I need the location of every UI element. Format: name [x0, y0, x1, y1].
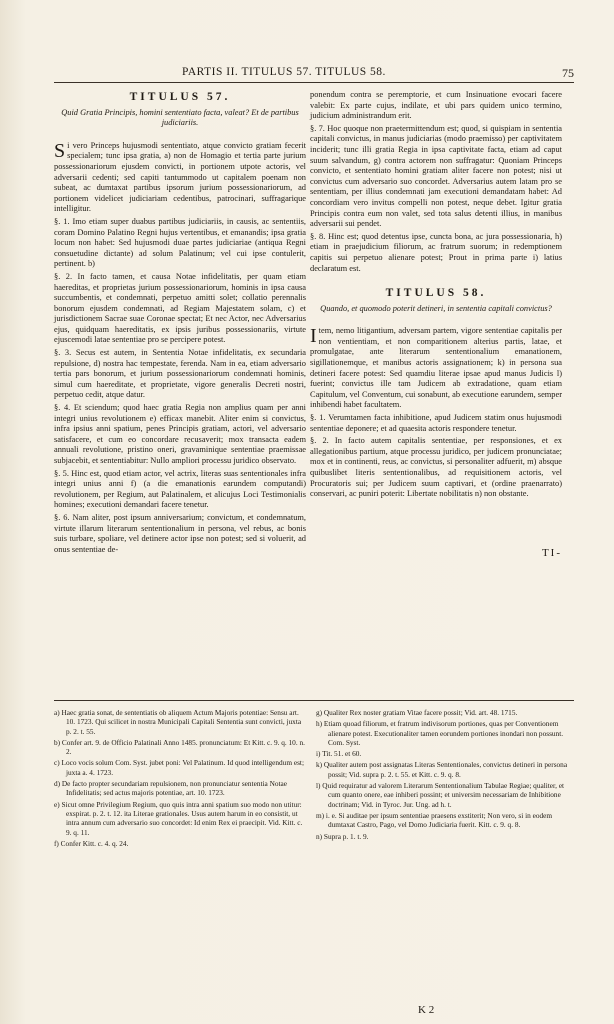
- right-column: [310, 90, 562, 558]
- running-header: [54, 66, 574, 80]
- footnote-l: l) Quid requiratur ad valorem Literarum Sententionalium Tabulae Regiae; qualiter, et cum quanto onere, eae inhiberi possint; et universim necessariam de Inhibitione doctrinam; Vid. in Tyroc. Jur. Ung. ad h. t.: [316, 781, 565, 809]
- footnotes-left: [54, 708, 308, 850]
- footnote-b: b) Confer art. 9. de Officio Palatinali Anno 1485. pronunciatum: Et Kitt. c. 9. q. 10. n. 2.: [54, 737, 305, 757]
- section-1: §. 1. Imo etiam super duabus partibus judiciariis, in causis, ac sententiis, coram Domino Palatino Regni hujus vertentibus, et emanandis; ipsa gratia locum non habet: Sed hujusmodi duae partes judiciariae (antiqua Regni consuetudine dictante) ad solum Palatinum; vel cui ipse contulerit, pertinent. b): [54, 216, 306, 269]
- intro-paragraph: [54, 141, 306, 215]
- header-rule: [54, 82, 574, 83]
- page-number: 75: [562, 66, 574, 80]
- footnotes-right: [316, 708, 570, 843]
- section-8: §. 8. Hinc est; quod detentus ipse, cuncta bona, ac jura possessionaria, h) etiam in praejudicium filiorum, ac fratrum suorum; in redemptionem capitis sui perpetuo alienare potest; Prout in prima parte i) latius declaratum est.: [310, 231, 562, 273]
- title-57: TITULUS 57.: [129, 91, 231, 103]
- intro-text: i vero Princeps hujusmodi sententiato, atque convicto gratiam fecerit specialem; tunc ipsa gratia, a) non de Homagio et tertia parte jurium possessionariorum ejusdem convicti, in portionem utpote actoris, vel adversarii cedenti; sed capiti tantummodo ut capitalem poenam non subeat, ac dumtaxat partibus ipsorum jurium possessionariorum, ad portionem videlicet judiciariam cedentibus, patrocinari, suffragarique intelligitur.: [54, 140, 306, 214]
- drop-initial-2: I: [310, 325, 317, 348]
- left-column: [54, 90, 306, 557]
- subtitle-57: Quid Gratia Principis, homini sententiato facta, valeat? Et de partibus judiciariis.: [61, 107, 299, 128]
- section-58-1: §. 1. Verumtamen facta inhibitione, apud Judicem statim onus hujusmodi sententiae deponere; et ad quaesita actoris respondere tenetur.: [310, 413, 562, 433]
- subtitle-58: Quando, et quomodo poterit detineri, in sententia capitali convictus?: [320, 303, 552, 313]
- footnote-m: m) i. e. Si auditae per ipsum sententiae praesens exstiterit; Non vero, si in eodem dumtaxat Castro, Pago, vel Domo Judiciaria fuerit. Kitt. c. 9. q. 8.: [316, 810, 553, 830]
- footnote-h: h) Etiam quoad filiorum, et fratrum indivisorum portiones, quas per Conventionem alienare potest. Executionaliter tamen eorundem portiones inondari non possunt. Com. Syst.: [316, 719, 564, 747]
- footnote-d: d) De facto propter secundariam repulsionem, non pronunciatur sententia Notae Infidelitatis; sed actus majoris potentiae, art. 10. 1723.: [54, 779, 288, 798]
- footnote-g: g) Qualiter Rex noster gratiam Vitae facere possit; Vid. art. 48. 1715.: [316, 708, 518, 717]
- title-58: TITULUS 58.: [385, 287, 487, 300]
- footnote-rule: [54, 700, 574, 701]
- section-2: §. 2. In facto tamen, et causa Notae infidelitatis, per quam etiam haereditas, et proprietas jurium possessionariorum, hominis in ipsa causa succumbentis, et condemnati, perpetuo amitti solet; collatio perennalis bonorum ejusdem condemnati, ad Regiam Majestatem solam, c) et jurisdictionem Sacrae suae Coronae spectat; Et nec Actor, nec Adversarius ejus, quidquam haereditatis, ex ipsis juribus possessionariis, virtute ejuscemodi latae sententiae pro se percipere potest.: [54, 271, 306, 345]
- footnote-f: f) Confer Kitt. c. 4. q. 24.: [54, 838, 129, 848]
- drop-initial: S: [54, 139, 66, 162]
- footnote-i: i) Tit. 51. et 60.: [316, 749, 362, 759]
- continued-text: ponendum contra se peremptorie, et cum Insinuatione evocari facere valebit: Ex parte cujus, indilate, et ubi pars quidem unico termino, judicium administrandum erit.: [310, 90, 562, 121]
- catchword: TI-: [541, 546, 562, 559]
- running-title: PARTIS II. TITULUS 57. TITULUS 58.: [182, 66, 386, 78]
- section-6: §. 6. Nam aliter, post ipsum anniversarium; convictum, et condemnatum, virtute illarum literarum sententionalium in persona, vel rebus, ac bonis suis turbare, spoliare, vel detinere actor ipse non potest; sed si voluerit, ad onus sententiae de-: [54, 512, 306, 554]
- footnote-e: e) Sicut omne Privilegium Regium, quo quis intra anni spatium suo modo non utitur: exspirat. p. 2. t. 12. ita Literae grationales. Usus autem harum in eo consistit, ut intra annum cum adversario suo concordet: Id enim Rex ei praecipit. Vid. Kitt. c. 9. q. 11.: [54, 799, 303, 837]
- section-7: §. 7. Hoc quoque non praetermittendum est; quod, si quispiam in sententia capitali convictus, in manus judiciarias (modo praemisso) per captivitatem inciderit; tunc illi gratia Regia in ipsa captivitate facta, etiam ad caput suum salvandum, g) contra actorem non suffragatur: Quoniam Princeps convicto, et sententiato homini gratiam aliter facere non potest; nisi ut convictus cum adversario suo concordet. Adversarius autem latam pro se sententiam, per illius condemnati jam executioni demandatam habet: Ad concordiam vero invitus compelli non potest, neque debet. Igitur gratia Principis contra eum non valet, sed tota salus detenti illius, in manibus adversarii sui pendet.: [310, 123, 562, 229]
- section-4: §. 4. Et sciendum; quod haec gratia Regia non amplius quam per anni integri unius revolutionem e) efficax manebit. Aliter enim si convictus, infra ipsius anni spatium, penes Principis gratiam, actori, vel adversario satisfacere, et cum eo concordare recusaverit; mox transacta eadem annuali revolutione, pristino oneri, gravaminique sententiae praemissae subjacebit, et sententiabitur: Nullo ampliori processu juridico observato.: [54, 403, 306, 465]
- footnote-n: n) Supra p. 1. t. 9.: [316, 831, 369, 841]
- footnote-k: k) Qualiter autem post assignatas Literas Sententionales, convictus detineri in persona possit; Vid. supra p. 2. t. 55. et Kitt. c. 9. q. 8.: [316, 760, 568, 779]
- footnote-c: c) Loco vocis solum Com. Syst. jubet poni: Vel Palatinum. Id quod intelligendum est; juxta a. 4. 1723.: [54, 758, 304, 777]
- section-3: §. 3. Secus est autem, in Sententia Notae infidelitatis, ex secundaria repulsione, d) nostra hac tempestate, ferenda. Nam in ea, etiam adversario tertia pars bonorum, et jurium possessionariorum condemnati hominis, simul cum haereditate, et proprietate, vigore generalis Decreti nostri, perpetuo cedit, atque datur.: [54, 348, 306, 400]
- title58-paragraph: [310, 326, 562, 411]
- title58-text: tem, nemo litigantium, adversam partem, vigore sententiae capitalis per non ventientiam, et non comparitionem alterius partis, latae, et promulgatae, ante literarum sententionalium emanationem, sigillationemque, et manibus actoris assignationem; k) in persona sua detineri facere potest: Sed quamdiu literae ipsae apud manus Judicis l) fuerint; convictus ille tam Judicem ab extradatione, quam etiam Capitulum, vel Conventum, cui sonabunt, ab executione earundem, semper inhibendi habet facultatem.: [310, 326, 562, 410]
- section-5: §. 5. Hinc est, quod etiam actor, vel actrix, literas suas sententionales infra integri unius anni f) (a die emanationis earundem computandi) revolutionem, per Regium, aut Palatinalem, et alicujus Loci Testimonialis homines; executioni demandari facere tenetur.: [54, 468, 306, 510]
- signature-mark: K 2: [418, 1004, 435, 1016]
- footnote-a: a) Haec gratia sonat, de sententiatis ob aliquem Actum Majoris potentiae: Sensu art. 10. 1723. Qui scilicet in nostra Municipali Capitali Sententia sunt convicti, juxta p. 2. t. 55.: [54, 708, 302, 736]
- section-58-2: §. 2. In facto autem capitalis sententiae, per responsiones, et ex allegationibus partium, atque processu juridico, per judicem pronunciatae; mox et in continenti, reus, ac convictus, si personaliter adfuerit, m) absque quibuslibet literis sententionalibus, ad requisitionem actoris, vel Procuratoris sui; per Judicem suum captivari, et (ordine praenarrato) conservari, ac puniri poterit: Libertate nobilitatis n) non obstante.: [310, 436, 562, 499]
